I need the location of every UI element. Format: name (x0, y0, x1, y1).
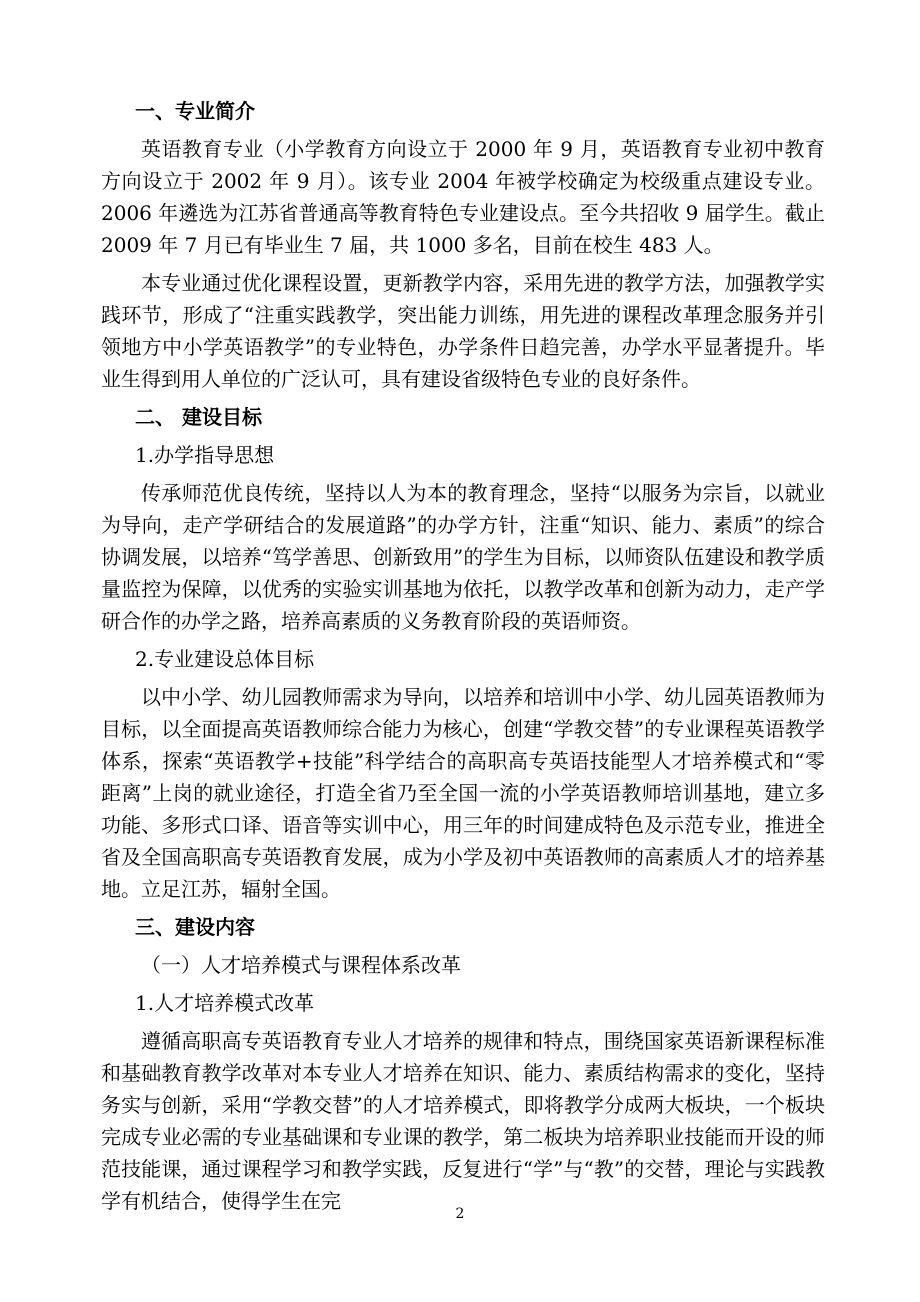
section-heading-content: 三、建设内容 (135, 915, 255, 939)
subheading-training-mode: 1.人才培养模式改革 (135, 991, 315, 1015)
section-heading-intro: 一、专业简介 (135, 99, 255, 123)
paragraph-overall-goal: 以中小学、幼儿园教师需求为导向，以培养和培训中小学、幼儿园英语教师为目标，以全面提高英语教师综合能力为核心，创建“学教交替”的专业课程英语教学体系，探索“英语教学+技能”科学结合的高职高专英语技能型人才培养模式和“零距离”上岗的就业途径，打造全省乃至全国一流的小学英语教师培训基地，建立多功能、多形式口译、语音等实训中心，用三年的时间建成特色及示范专业，推进全省及全国高职高专英语教育发展，成为小学及初中英语教师的高素质人才的培养基地。立足江苏，辐射全国。 (101, 685, 825, 901)
section-heading-goals: 二、 建设目标 (135, 405, 262, 429)
subheading-guiding-thought: 1.办学指导思想 (135, 443, 275, 467)
paragraph-training-mode: 遵循高职高专英语教育专业人才培养的规律和特点，围绕国家英语新课程标准和基础教育教学改革对本专业人才培养在知识、能力、素质结构需求的变化，坚持务实与创新，采用“学教交替”的人才培养模式，即将教学分成两大板块，一个板块完成专业必需的专业基础课和专业课的教学，第二板块为培养职业技能而开设的师范技能课，通过课程学习和教学实践，反复进行“学”与“教”的交替，理论与实践教学有机结合，使得学生在完 (101, 1029, 825, 1213)
paragraph-intro-1: 英语教育专业（小学教育方向设立于 2000 年 9 月，英语教育专业初中教育方向设立于 2002 年 9 月）。该专业 2004 年被学校确定为校级重点建设专业。2006 年遴选为江苏省普通高等教育特色专业建设点。至今共招收 9 届学生。截止 2009 年 7 月已有毕业生 7 届，共 1000 多名，目前在校生 483 人。 (101, 137, 825, 257)
paragraph-guiding-thought: 传承师范优良传统，坚持以人为本的教育理念，坚持“以服务为宗旨，以就业为导向，走产学研结合的发展道路”的办学方针，注重“知识、能力、素质”的综合协调发展，以培养“笃学善思、创新致用”的学生为目标，以师资队伍建设和教学质量监控为保障，以优秀的实验实训基地为依托，以教学改革和创新为动力，走产学研合作的办学之路，培养高素质的义务教育阶段的英语师资。 (101, 481, 825, 633)
subheading-training-reform: （一）人才培养模式与课程体系改革 (141, 953, 461, 977)
document-body (101, 95, 825, 1223)
paragraph-intro-2: 本专业通过优化课程设置，更新教学内容，采用先进的教学方法，加强教学实践环节，形成了“注重实践教学，突出能力训练，用先进的课程改革理念服务并引领地方中小学英语教学”的专业特色，办学条件日趋完善，办学水平显著提升。毕业生得到用人单位的广泛认可，具有建设省级特色专业的良好条件。 (101, 271, 825, 391)
subheading-overall-goal: 2.专业建设总体目标 (135, 647, 315, 671)
page-number: 2 (455, 1206, 465, 1222)
